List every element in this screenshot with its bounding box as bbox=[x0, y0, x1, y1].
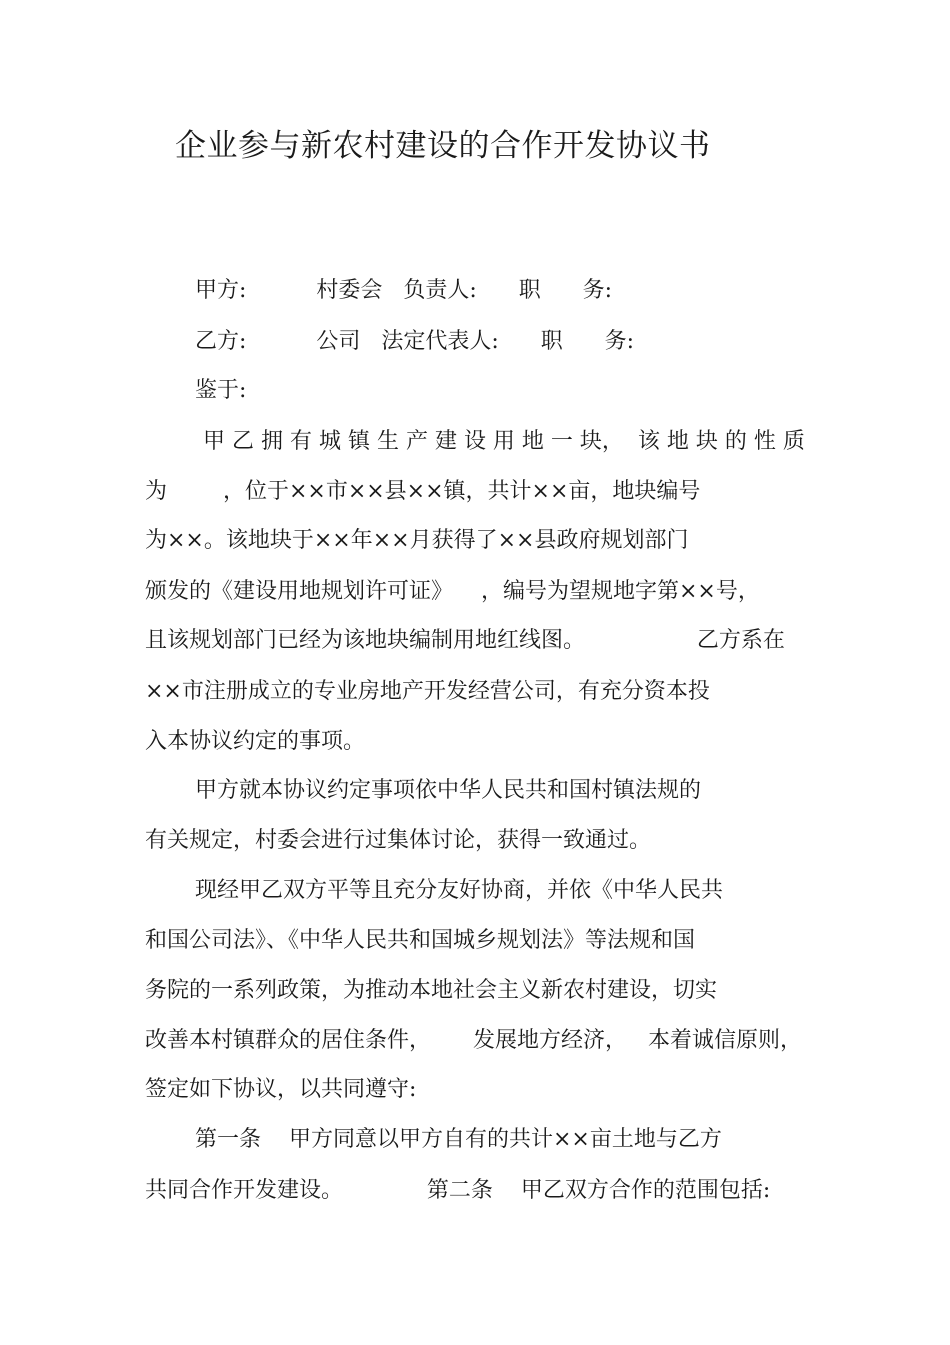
document-title: 企业参与新农村建设的合作开发协议书 bbox=[175, 128, 711, 164]
paragraph-line: 有关规定，村委会进行过集体讨论，获得一致通过。 bbox=[145, 828, 652, 853]
paragraph-line: ××市注册成立的专业房地产开发经营公司，有充分资本投 bbox=[145, 679, 710, 704]
paragraph-line: 且该规划部门已经为该地块编制用地红线图。 乙方系在 bbox=[145, 628, 785, 653]
paragraph-line: 入本协议约定的事项。 bbox=[145, 729, 366, 754]
paragraph-line: 改善本村镇群众的居住条件， 发展地方经济， 本着诚信原则， bbox=[145, 1028, 802, 1053]
paragraph-line: 现经甲乙双方平等且充分友好协商，并依《中华人民共 bbox=[195, 878, 724, 903]
paragraph-line: 务院的一系列政策，为推动本地社会主义新农村建设，切实 bbox=[145, 978, 718, 1003]
party-b-line: 乙方: 公司 法定代表人: 职 务: bbox=[195, 329, 635, 354]
paragraph-line: 和国公司法》、《中华人民共和国城乡规划法》等法规和国 bbox=[145, 928, 696, 953]
paragraph-line: 甲 乙 拥 有 城 镇 生 产 建 设 用 地 一 块， 该 地 块 的 性 质 bbox=[203, 429, 805, 454]
paragraph-line: 颁发的《建设用地规划许可证》 ，编号为望规地字第××号， bbox=[145, 579, 760, 604]
whereas-label: 鉴于: bbox=[195, 378, 247, 403]
paragraph-line: 为××。该地块于××年××月获得了××县政府规划部门 bbox=[145, 528, 689, 553]
article-one-line: 第一条 甲方同意以甲方自有的共计××亩土地与乙方 bbox=[195, 1127, 722, 1152]
article-two-line: 共同合作开发建设。 第二条 甲乙双方合作的范围包括: bbox=[145, 1178, 771, 1203]
paragraph-line: 甲方就本协议约定事项依中华人民共和国村镇法规的 bbox=[195, 778, 702, 803]
paragraph-line: 签定如下协议，以共同遵守: bbox=[145, 1077, 417, 1102]
party-a-line: 甲方: 村委会 负责人: 职 务: bbox=[195, 278, 613, 303]
paragraph-line: 为 ，位于××市××县××镇，共计××亩，地块编号 bbox=[145, 479, 701, 504]
